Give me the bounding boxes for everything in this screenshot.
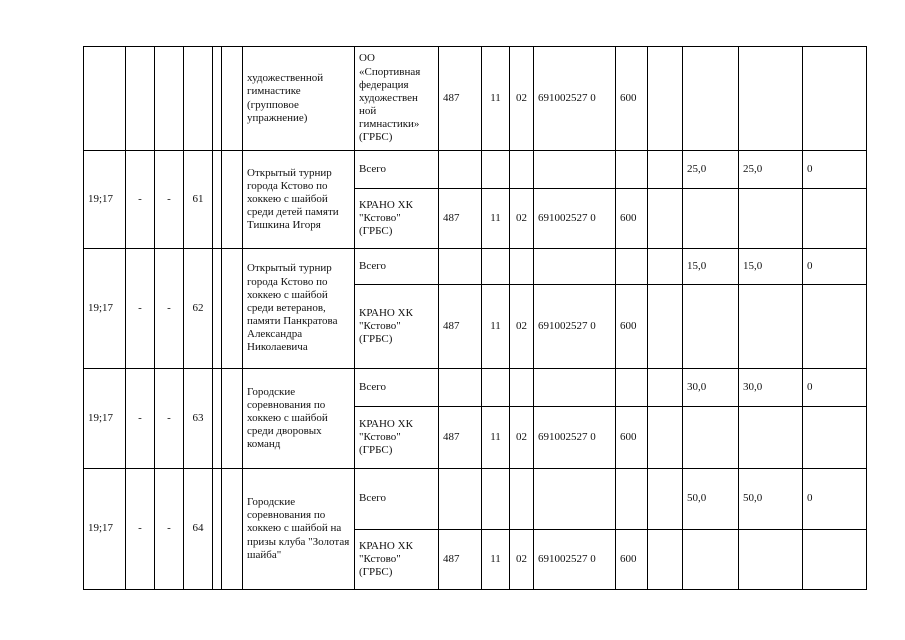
cell-empty (213, 249, 222, 369)
cell-article: 19;17 (84, 369, 126, 469)
cell-empty (648, 189, 683, 249)
cell-empty (213, 151, 222, 249)
cell-amount: 0 (803, 151, 867, 189)
table-row (84, 249, 867, 285)
cell-empty (482, 469, 510, 530)
cell-empty (683, 285, 739, 369)
cell-amount: 15,0 (739, 249, 803, 285)
cell-empty (510, 469, 534, 530)
cell-empty (648, 369, 683, 407)
cell-code: 487 (439, 189, 482, 249)
cell-empty (222, 47, 243, 151)
cell-empty (616, 369, 648, 407)
cell-article (84, 47, 126, 151)
cell-dash: - (155, 469, 184, 590)
cell-empty (739, 407, 803, 469)
cell-code: 487 (439, 285, 482, 369)
cell-total-label: Всего (355, 151, 439, 189)
cell-empty (683, 189, 739, 249)
cell-amount: 50,0 (683, 469, 739, 530)
cell-article: 19;17 (84, 151, 126, 249)
cell-empty (648, 249, 683, 285)
cell-empty (803, 285, 867, 369)
cell-empty (803, 530, 867, 590)
cell-dash: - (155, 369, 184, 469)
cell-subsection: 02 (510, 530, 534, 590)
cell-target-article: 691002527 0 (534, 285, 616, 369)
table-row (84, 47, 867, 151)
cell-empty (739, 47, 803, 151)
cell-code: 487 (439, 47, 482, 151)
cell-subsection: 02 (510, 285, 534, 369)
cell-dash: - (155, 151, 184, 249)
cell-section: 11 (482, 407, 510, 469)
cell-grbs: КРАНО ХК "Кстово" (ГРБС) (355, 407, 439, 469)
cell-amount: 0 (803, 469, 867, 530)
cell-empty (126, 47, 155, 151)
cell-event-name: Городские соревнования по хоккею с шайбой среди дворовых команд (243, 369, 355, 469)
cell-amount: 50,0 (739, 469, 803, 530)
cell-subsection: 02 (510, 47, 534, 151)
cell-empty (213, 469, 222, 590)
cell-empty (648, 469, 683, 530)
cell-empty (213, 369, 222, 469)
cell-empty (222, 469, 243, 590)
cell-empty (648, 47, 683, 151)
table-row (84, 469, 867, 530)
table-row (84, 151, 867, 189)
cell-expense-type: 600 (616, 285, 648, 369)
cell-empty (803, 47, 867, 151)
cell-grbs: КРАНО ХК "Кстово" (ГРБС) (355, 285, 439, 369)
cell-empty (439, 469, 482, 530)
cell-empty (510, 249, 534, 285)
cell-section: 11 (482, 285, 510, 369)
cell-empty (439, 369, 482, 407)
cell-amount: 30,0 (683, 369, 739, 407)
cell-empty (648, 285, 683, 369)
cell-empty (648, 151, 683, 189)
cell-expense-type: 600 (616, 189, 648, 249)
cell-empty (222, 369, 243, 469)
cell-empty (222, 249, 243, 369)
cell-empty (803, 407, 867, 469)
cell-empty (439, 249, 482, 285)
cell-empty (648, 530, 683, 590)
cell-total-label: Всего (355, 249, 439, 285)
table-row (84, 369, 867, 407)
cell-empty (683, 530, 739, 590)
cell-total-label: Всего (355, 369, 439, 407)
cell-empty (510, 151, 534, 189)
cell-amount: 15,0 (683, 249, 739, 285)
cell-dash: - (126, 469, 155, 590)
cell-empty (184, 47, 213, 151)
cell-empty (616, 469, 648, 530)
cell-empty (482, 151, 510, 189)
cell-empty (648, 407, 683, 469)
cell-empty (155, 47, 184, 151)
cell-expense-type: 600 (616, 530, 648, 590)
cell-empty (683, 47, 739, 151)
cell-empty (534, 369, 616, 407)
cell-expense-type: 600 (616, 47, 648, 151)
cell-amount: 25,0 (683, 151, 739, 189)
cell-number: 64 (184, 469, 213, 590)
cell-article: 19;17 (84, 249, 126, 369)
cell-code: 487 (439, 407, 482, 469)
cell-empty (510, 369, 534, 407)
cell-number: 63 (184, 369, 213, 469)
cell-empty (534, 469, 616, 530)
cell-expense-type: 600 (616, 407, 648, 469)
cell-empty (482, 369, 510, 407)
cell-total-label: Всего (355, 469, 439, 530)
cell-empty (739, 285, 803, 369)
cell-event-name: Открытый турнир города Кстово по хоккею с шайбой среди детей памяти Тишкина Игоря (243, 151, 355, 249)
cell-empty (213, 47, 222, 151)
cell-section: 11 (482, 189, 510, 249)
cell-amount: 0 (803, 249, 867, 285)
cell-empty (739, 530, 803, 590)
cell-subsection: 02 (510, 189, 534, 249)
cell-empty (222, 151, 243, 249)
cell-empty (534, 249, 616, 285)
cell-target-article: 691002527 0 (534, 189, 616, 249)
cell-empty (534, 151, 616, 189)
cell-target-article: 691002527 0 (534, 530, 616, 590)
cell-grbs: КРАНО ХК "Кстово" (ГРБС) (355, 530, 439, 590)
cell-event-name: Открытый турнир города Кстово по хоккею с шайбой среди ветеранов, памяти Панкратова Александра Николаевича (243, 249, 355, 369)
cell-dash: - (126, 151, 155, 249)
cell-section: 11 (482, 530, 510, 590)
cell-empty (803, 189, 867, 249)
cell-grbs: ОО «Спортивная федерация художествен ной гимнастики» (ГРБС) (355, 47, 439, 151)
cell-empty (439, 151, 482, 189)
cell-empty (683, 407, 739, 469)
cell-event-name: художественной гимнастике (групповое упражнение) (243, 47, 355, 151)
cell-empty (739, 189, 803, 249)
cell-dash: - (155, 249, 184, 369)
cell-event-name: Городские соревнования по хоккею с шайбой на призы клуба "Золотая шайба" (243, 469, 355, 590)
cell-amount: 0 (803, 369, 867, 407)
cell-dash: - (126, 249, 155, 369)
cell-subsection: 02 (510, 407, 534, 469)
cell-article: 19;17 (84, 469, 126, 590)
cell-amount: 25,0 (739, 151, 803, 189)
cell-number: 62 (184, 249, 213, 369)
cell-code: 487 (439, 530, 482, 590)
cell-section: 11 (482, 47, 510, 151)
cell-grbs: КРАНО ХК "Кстово" (ГРБС) (355, 189, 439, 249)
cell-empty (616, 151, 648, 189)
cell-dash: - (126, 369, 155, 469)
cell-empty (616, 249, 648, 285)
cell-amount: 30,0 (739, 369, 803, 407)
cell-number: 61 (184, 151, 213, 249)
budget-table (83, 46, 867, 590)
cell-target-article: 691002527 0 (534, 407, 616, 469)
cell-target-article: 691002527 0 (534, 47, 616, 151)
cell-empty (482, 249, 510, 285)
